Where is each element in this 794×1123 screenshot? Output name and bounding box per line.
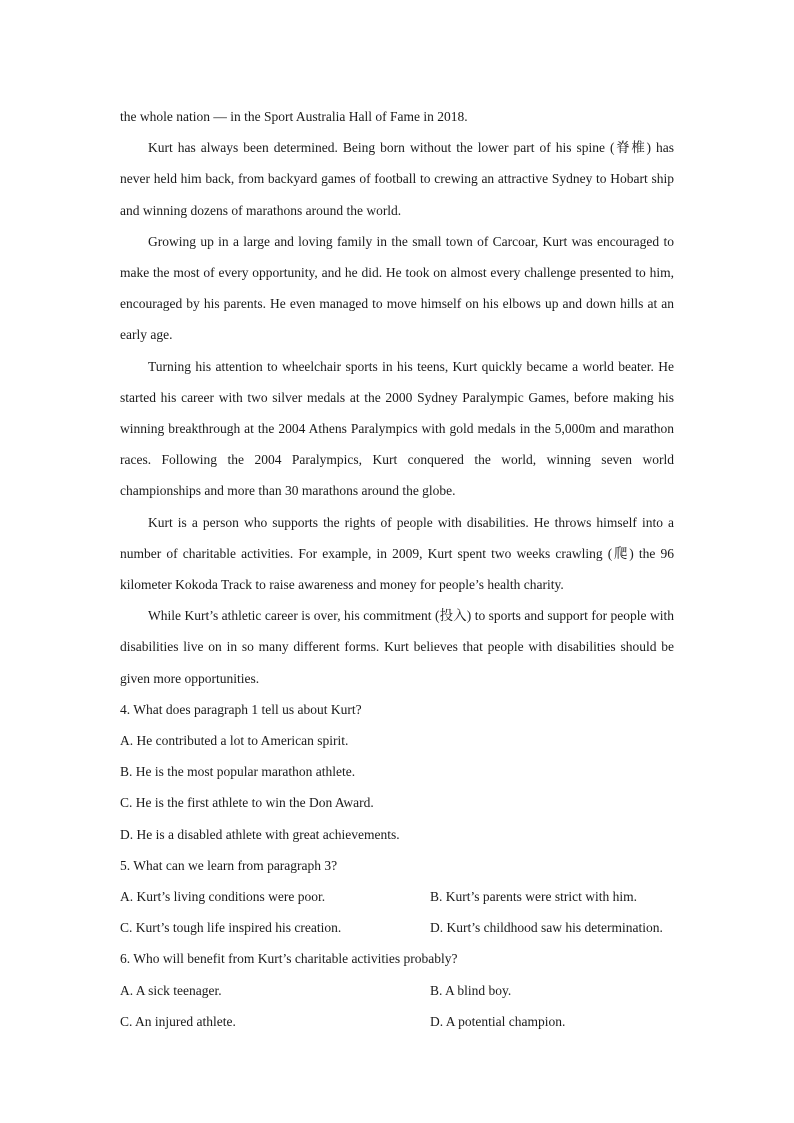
- question-4-option-b: B. He is the most popular marathon athlete.: [120, 764, 356, 780]
- question-5-option-c: C. Kurt’s tough life inspired his creation.: [120, 920, 342, 936]
- question-6-options-row-1: [120, 975, 674, 1006]
- paragraph-6: While Kurt’s athletic career is over, his commitment (投入) to sports and support for people with disabilities live on in so many different forms. Kurt believes that people with disabilities should be given more opportunities.: [120, 608, 674, 686]
- question-6-stem: 6. Who will benefit from Kurt’s charitable activities probably?: [120, 951, 458, 967]
- question-6-option-d: D. A potential champion.: [430, 1013, 566, 1029]
- question-4-option-c: C. He is the first athlete to win the Don Award.: [120, 795, 374, 811]
- paragraph-continued: the whole nation — in the Sport Australia Hall of Fame in 2018.: [120, 109, 468, 124]
- question-6: [120, 943, 674, 1037]
- question-4-option-d: D. He is a disabled athlete with great achievements.: [120, 826, 400, 842]
- question-6-option-c: C. An injured athlete.: [120, 1013, 236, 1029]
- question-5: [120, 850, 674, 944]
- question-5-stem: 5. What can we learn from paragraph 3?: [120, 857, 338, 873]
- question-6-options-row-2: [120, 1006, 674, 1037]
- question-5-option-a: A. Kurt’s living conditions were poor.: [120, 889, 326, 905]
- question-4-stem: 4. What does paragraph 1 tell us about Kurt?: [120, 701, 362, 717]
- question-5-options-row-2: [120, 912, 674, 943]
- paragraph-5: Kurt is a person who supports the rights of people with disabilities. He throws himself into a number of charitable activities. For example, in 2009, Kurt spent two weeks crawling (爬) the 96 kilometer Kokoda Track to raise awareness and money for people’s health charity.: [120, 514, 674, 593]
- question-5-options-row-1: [120, 881, 674, 912]
- exam-page: [120, 101, 674, 1037]
- question-6-option-b: B. A blind boy.: [430, 982, 512, 998]
- paragraph-4: Turning his attention to wheelchair sports in his teens, Kurt quickly became a world beater. He started his career with two silver medals at the 2000 Sydney Paralympic Games, before making his winning breakthrough at the 2004 Athens Paralympics with gold medals in the 5,000m and marathon races. Following the 2004 Paralympics, Kurt conquered the world, winning seven world championships and more than 30 marathons around the globe.: [120, 358, 674, 499]
- question-5-option-d: D. Kurt’s childhood saw his determination.: [430, 920, 663, 936]
- paragraph-3: Growing up in a large and loving family in the small town of Carcoar, Kurt was encouraged to make the most of every opportunity, and he did. He took on almost every challenge presented to him, encouraged by his parents. He even managed to move himself on his elbows up and down hills at an early age.: [120, 233, 674, 343]
- paragraph-2: Kurt has always been determined. Being born without the lower part of his spine (脊椎) has never held him back, from backyard games of football to crewing an attractive Sydney to Hobart ship and winning dozens of marathons around the world.: [120, 140, 674, 218]
- question-4-option-a: A. He contributed a lot to American spirit.: [120, 733, 349, 749]
- question-6-option-a: A. A sick teenager.: [120, 982, 222, 998]
- question-5-option-b: B. Kurt’s parents were strict with him.: [430, 889, 637, 905]
- question-4: [120, 694, 674, 850]
